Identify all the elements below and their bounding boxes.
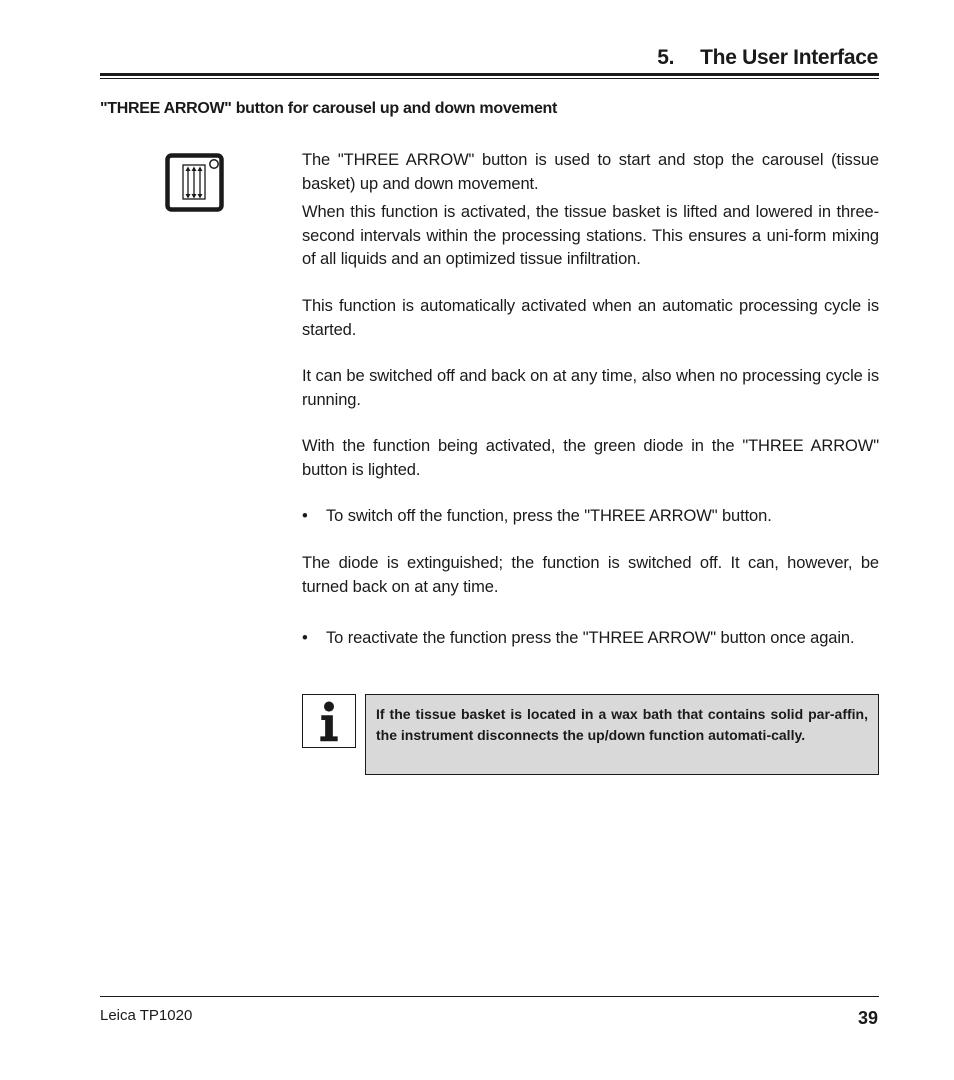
info-note: If the tissue basket is located in a wax bath that contains solid par-affin, the instrument disconnects the up/down function automati-cally. — [365, 694, 879, 775]
header-rule-thick — [100, 73, 879, 76]
bullet-text: To switch off the function, press the "THREE ARROW" button. — [326, 507, 772, 525]
paragraph-switch-off-on: It can be switched off and back on at any time, also when no processing cycle is running. — [302, 367, 879, 409]
chapter-name: The User Interface — [700, 46, 878, 69]
header-rule-thin — [100, 78, 879, 79]
chapter-title — [657, 46, 878, 70]
paragraph-auto-activation: This function is automatically activated when an automatic processing cycle is started. — [302, 297, 879, 339]
bullet-text: To reactivate the function press the "THREE ARROW" button once again. — [326, 629, 855, 647]
bullet-dot: • — [302, 629, 308, 647]
chapter-number: 5. — [657, 46, 675, 69]
bullet-dot: • — [302, 507, 308, 525]
three-arrow-button-icon — [165, 153, 225, 213]
info-icon — [302, 694, 356, 748]
paragraph-diode: With the function being activated, the green diode in the "THREE ARROW" button is lighted. — [302, 437, 879, 479]
page-number: 39 — [857, 1008, 878, 1028]
paragraph-activation: When this function is activated, the tissue basket is lifted and lowered in three-second intervals within the processing stations. This ensures a uni-form mixing of all liquids and an optimized tissue infiltration. — [302, 203, 879, 268]
paragraph-purpose: The "THREE ARROW" button is used to start and stop the carousel (tissue basket) up and down movement. — [302, 151, 879, 193]
footer-rule — [100, 996, 879, 997]
bullet-switch-off — [302, 505, 879, 529]
section-heading: "THREE ARROW" button for carousel up and down movement — [100, 100, 558, 117]
footer-product-name: Leica TP1020 — [100, 1007, 193, 1024]
bullet-reactivate — [302, 627, 879, 651]
paragraph-diode-off: The diode is extinguished; the function is switched off. It can, however, be turned back on at any time. — [302, 554, 879, 596]
